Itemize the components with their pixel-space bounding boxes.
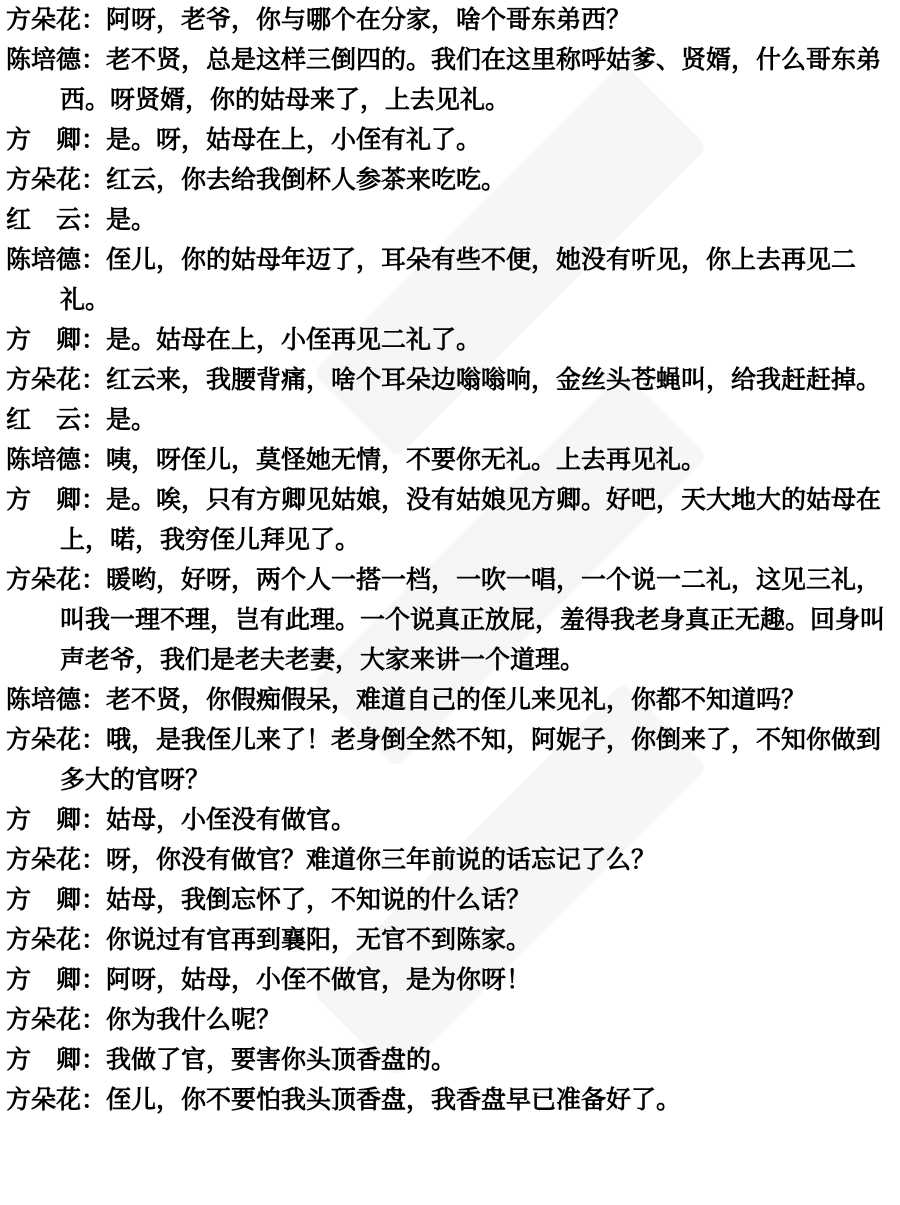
speaker-name: 红 云： (6, 205, 107, 234)
dialogue-line (6, 680, 900, 720)
dialogue-text: 我做了官，要害你头顶香盘的。 (106, 1045, 457, 1074)
dialogue-text: 哦，是我侄儿来了！老身倒全然不知，阿妮子，你倒来了，不知你做到多大的官呀？ (60, 725, 882, 794)
speaker-name: 方朵花： (6, 365, 107, 394)
dialogue-line (6, 960, 900, 1000)
speaker-name: 方朵花： (6, 1085, 107, 1114)
dialogue-line (6, 1000, 900, 1040)
dialogue-line (6, 40, 900, 120)
dialogue-line (6, 720, 900, 800)
dialogue-text: 你说过有官再到襄阳，无官不到陈家。 (106, 925, 532, 954)
dialogue-line (6, 240, 900, 320)
dialogue-text: 咦，呀侄儿，莫怪她无情，不要你无礼。上去再见礼。 (106, 445, 707, 474)
dialogue-text: 老不贤，总是这样三倒四的。我们在这里称呼姑爹、贤婿，什么哥东弟西。呀贤婿，你的姑母来了，上去见礼。 (60, 45, 882, 114)
dialogue-text: 红云，你去给我倒杯人参茶来吃吃。 (106, 165, 507, 194)
dialogue-line (6, 880, 900, 920)
dialogue-text: 呀，你没有做官？难道你三年前说的话忘记了么？ (106, 845, 657, 874)
speaker-name: 红 云： (6, 405, 107, 434)
dialogue-line (6, 0, 900, 40)
speaker-name: 方 卿： (6, 485, 107, 514)
speaker-name: 方朵花： (6, 5, 107, 34)
dialogue-text: 阿呀，老爷，你与哪个在分家，啥个哥东弟西？ (106, 5, 632, 34)
dialogue-text: 侄儿，你的姑母年迈了，耳朵有些不便，她没有听见，你上去再见二礼。 (60, 245, 857, 314)
speaker-name: 陈培德： (6, 445, 107, 474)
dialogue-text: 红云来，我腰背痛，啥个耳朵边嗡嗡响，金丝头苍蝇叫，给我赶赶掉。 (106, 365, 882, 394)
dialogue-text: 是。姑母在上，小侄再见二礼了。 (106, 325, 482, 354)
speaker-name: 方朵花： (6, 565, 107, 594)
dialogue-line (6, 120, 900, 160)
dialogue-text: 姑母，我倒忘怀了，不知说的什么话？ (106, 885, 532, 914)
dialogue-line (6, 440, 900, 480)
speaker-name: 方朵花： (6, 845, 107, 874)
dialogue-text: 你为我什么呢？ (106, 1005, 282, 1034)
speaker-name: 方 卿： (6, 1045, 107, 1074)
dialogue-text: 老不贤，你假痴假呆，难道自己的侄儿来见礼，你都不知道吗？ (106, 685, 807, 714)
dialogue-text: 阿呀，姑母，小侄不做官，是为你呀！ (106, 965, 532, 994)
speaker-name: 方 卿： (6, 125, 107, 154)
speaker-name: 方朵花： (6, 165, 107, 194)
dialogue-text: 是。呀，姑母在上，小侄有礼了。 (106, 125, 482, 154)
speaker-name: 陈培德： (6, 685, 107, 714)
dialogue-line (6, 160, 900, 200)
dialogue-text: 是。 (106, 205, 157, 234)
speaker-name: 方 卿： (6, 805, 107, 834)
speaker-name: 陈培德： (6, 45, 107, 74)
dialogue-line (6, 1040, 900, 1080)
dialogue-line (6, 560, 900, 680)
dialogue-line (6, 1080, 900, 1120)
dialogue-text: 姑母，小侄没有做官。 (106, 805, 357, 834)
speaker-name: 陈培德： (6, 245, 107, 274)
dialogue-line (6, 480, 900, 560)
dialogue-text: 是。 (106, 405, 157, 434)
speaker-name: 方朵花： (6, 925, 107, 954)
dialogue-line (6, 400, 900, 440)
speaker-name: 方 卿： (6, 965, 107, 994)
dialogue-line (6, 200, 900, 240)
speaker-name: 方 卿： (6, 885, 107, 914)
dialogue-line (6, 320, 900, 360)
dialogue-text: 是。唉，只有方卿见姑娘，没有姑娘见方卿。好吧，天大地大的姑母在上，喏，我穷侄儿拜见了。 (60, 485, 882, 554)
speaker-name: 方 卿： (6, 325, 107, 354)
dialogue-line (6, 920, 900, 960)
dialogue-text: 暖哟，好呀，两个人一搭一档，一吹一唱，一个说一二礼，这见三礼，叫我一理不理，岂有此理。一个说真正放屁，羞得我老身真正无趣。回身叫声老爷，我们是老夫老妻，大家来讲一个道理。 (60, 565, 886, 674)
dialogue-line (6, 360, 900, 400)
dialogue-text: 侄儿，你不要怕我头顶香盘，我香盘早已准备好了。 (106, 1085, 682, 1114)
dialogue-line (6, 800, 900, 840)
speaker-name: 方朵花： (6, 725, 107, 754)
dialogue-line (6, 840, 900, 880)
speaker-name: 方朵花： (6, 1005, 107, 1034)
